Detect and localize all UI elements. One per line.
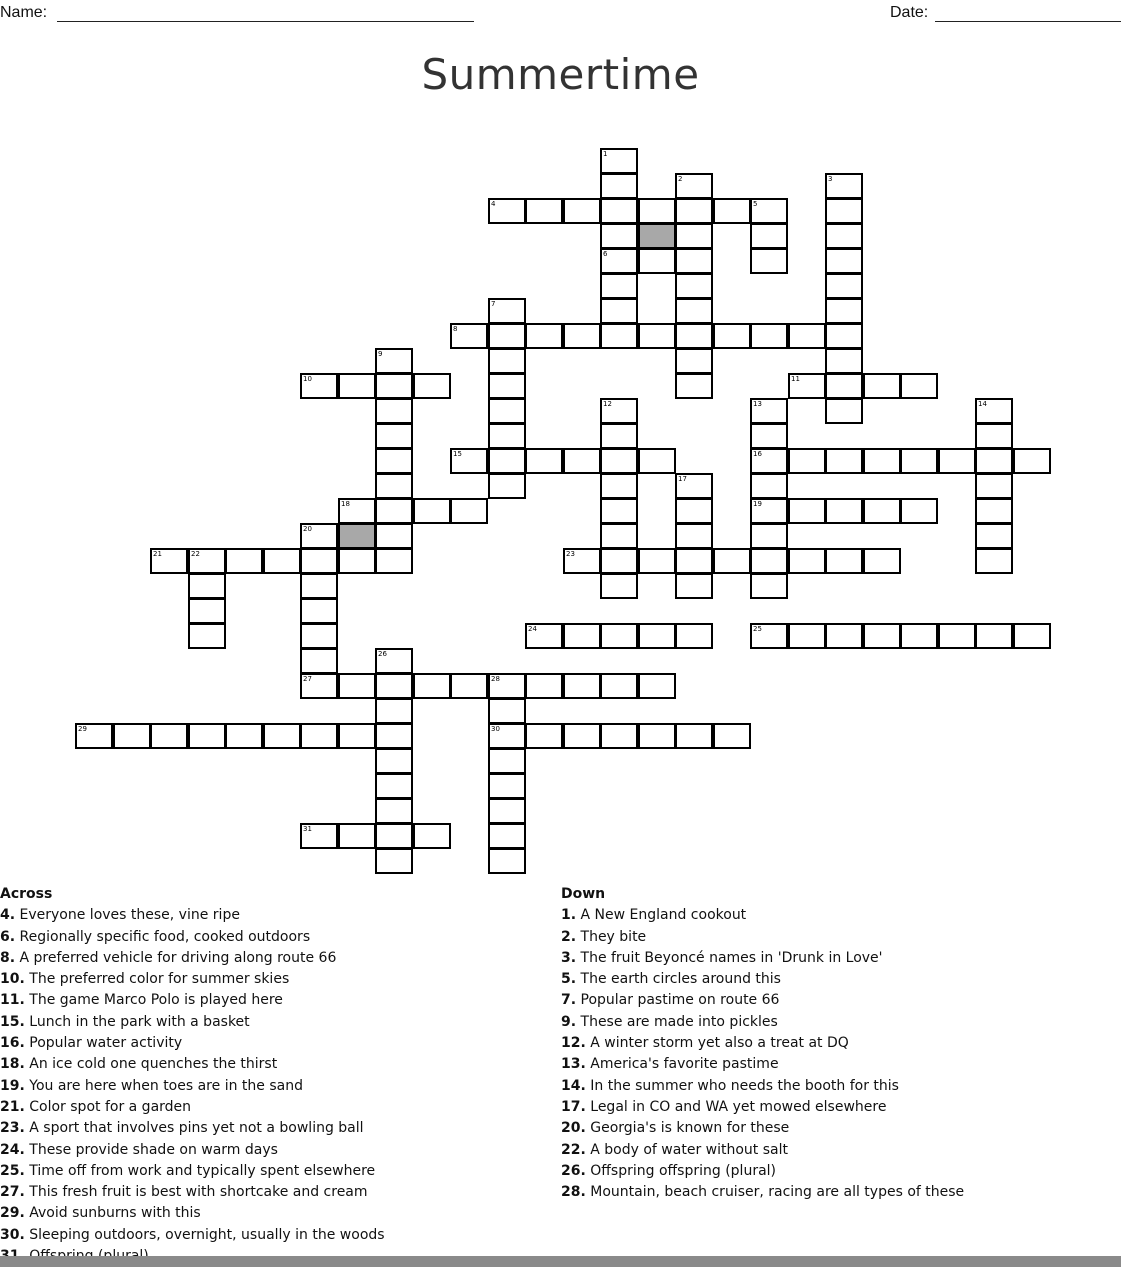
grid-cell[interactable] xyxy=(375,673,413,699)
grid-cell[interactable] xyxy=(300,548,338,574)
grid-cell[interactable] xyxy=(563,448,601,474)
grid-cell[interactable] xyxy=(675,273,713,299)
clue-num: 22. xyxy=(561,1141,586,1158)
grid-cell[interactable] xyxy=(600,573,638,599)
grid-cell[interactable] xyxy=(675,348,713,374)
grid-cell[interactable] xyxy=(225,548,263,574)
across-clue xyxy=(0,1161,550,1182)
down-clue xyxy=(561,1140,1121,1161)
grid-cell[interactable] xyxy=(750,523,788,549)
grid-cell[interactable] xyxy=(825,373,863,399)
grid-cell[interactable] xyxy=(638,673,676,699)
clue-text: A sport that involves pins yet not a bowling ball xyxy=(24,1120,364,1137)
clue-number: 2 xyxy=(678,175,683,183)
grid-cell[interactable] xyxy=(450,498,488,524)
clue-number: 21 xyxy=(153,550,162,558)
bottom-scrollbar[interactable] xyxy=(0,1256,1121,1267)
clue-number: 24 xyxy=(528,625,537,633)
clue-number: 15 xyxy=(453,450,462,458)
clue-number: 3 xyxy=(828,175,833,183)
across-clues xyxy=(0,884,550,1267)
grid-cell[interactable] xyxy=(413,498,451,524)
grid-cell[interactable] xyxy=(713,198,751,224)
clue-text: Time off from work and typically spent elsewhere xyxy=(24,1162,376,1179)
grid-cell[interactable] xyxy=(675,298,713,324)
grid-cell[interactable] xyxy=(675,623,713,649)
grid-cell[interactable] xyxy=(863,548,901,574)
down-clue xyxy=(561,1161,1121,1182)
clue-text: Popular pastime on route 66 xyxy=(576,992,780,1009)
grid-cell[interactable] xyxy=(675,523,713,549)
across-heading: Across xyxy=(0,886,53,902)
grid-cell[interactable] xyxy=(600,523,638,549)
clue-number: 8 xyxy=(453,325,458,333)
grid-cell[interactable] xyxy=(788,623,826,649)
clue-num: 13. xyxy=(561,1056,586,1073)
grid-cell[interactable] xyxy=(825,498,863,524)
clue-text: Mountain, beach cruiser, racing are all types of these xyxy=(585,1184,965,1201)
grid-cell[interactable] xyxy=(338,673,376,699)
grid-cell[interactable] xyxy=(713,548,751,574)
grid-cell[interactable] xyxy=(638,623,676,649)
grid-cell[interactable] xyxy=(600,323,638,349)
grid-cell[interactable] xyxy=(375,798,413,824)
grid-cell[interactable] xyxy=(975,448,1013,474)
grid-cell[interactable] xyxy=(300,573,338,599)
clue-text: Legal in CO and WA yet mowed elsewhere xyxy=(585,1098,887,1115)
across-clue xyxy=(0,1076,550,1097)
across-clue xyxy=(0,1140,550,1161)
grid-cell[interactable] xyxy=(600,548,638,574)
date-label: Date: xyxy=(890,4,929,21)
grid-cell[interactable] xyxy=(375,748,413,774)
grid-cell[interactable] xyxy=(375,773,413,799)
down-clue xyxy=(561,1097,1121,1118)
grid-cell[interactable] xyxy=(188,573,226,599)
across-clue xyxy=(0,990,550,1011)
clue-text: These are made into pickles xyxy=(576,1013,778,1030)
grid-cell[interactable] xyxy=(413,823,451,849)
grid-cell[interactable] xyxy=(188,623,226,649)
grid-cell[interactable] xyxy=(488,773,526,799)
grid-cell[interactable] xyxy=(975,623,1013,649)
grid-cell[interactable] xyxy=(600,723,638,749)
grid-cell[interactable] xyxy=(675,198,713,224)
across-clue xyxy=(0,1118,550,1139)
grid-cell[interactable] xyxy=(488,823,526,849)
grid-cell[interactable] xyxy=(900,498,938,524)
grid-cell[interactable] xyxy=(113,723,151,749)
grid-cell[interactable] xyxy=(600,423,638,449)
down-clue xyxy=(561,927,1121,948)
clue-number: 10 xyxy=(303,375,312,383)
grid-cell[interactable] xyxy=(750,423,788,449)
grid-cell[interactable] xyxy=(863,498,901,524)
clue-number: 6 xyxy=(603,250,608,258)
clue-text: An ice cold one quenches the thirst xyxy=(24,1056,278,1073)
grid-cell[interactable] xyxy=(975,498,1013,524)
shaded-cell xyxy=(638,223,676,249)
grid-cell[interactable] xyxy=(450,673,488,699)
across-clue xyxy=(0,1012,550,1033)
grid-cell[interactable] xyxy=(863,623,901,649)
clue-number: 22 xyxy=(191,550,200,558)
clue-text: The preferred color for summer skies xyxy=(24,971,290,988)
grid-cell[interactable] xyxy=(600,623,638,649)
clue-text: A body of water without salt xyxy=(585,1141,788,1158)
grid-cell[interactable] xyxy=(825,273,863,299)
clue-text: The fruit Beyoncé names in 'Drunk in Love' xyxy=(576,949,883,966)
grid-cell[interactable] xyxy=(750,548,788,574)
grid-cell[interactable] xyxy=(825,548,863,574)
grid-cell[interactable] xyxy=(675,723,713,749)
clue-number: 25 xyxy=(753,625,762,633)
grid-cell[interactable] xyxy=(488,398,526,424)
grid-cell[interactable] xyxy=(863,448,901,474)
grid-cell[interactable] xyxy=(263,723,301,749)
grid-cell[interactable] xyxy=(300,598,338,624)
grid-cell[interactable] xyxy=(488,423,526,449)
grid-cell[interactable] xyxy=(488,348,526,374)
clue-text: This fresh fruit is best with shortcake and cream xyxy=(24,1184,368,1201)
grid-cell[interactable] xyxy=(675,548,713,574)
grid-cell[interactable] xyxy=(975,523,1013,549)
clue-num: 16. xyxy=(0,1035,25,1052)
clue-text: Avoid sunburns with this xyxy=(24,1205,201,1222)
grid-cell[interactable] xyxy=(638,198,676,224)
grid-cell[interactable] xyxy=(188,598,226,624)
clue-text: Lunch in the park with a basket xyxy=(24,1013,250,1030)
down-clue xyxy=(561,905,1121,926)
clue-num: 19. xyxy=(0,1077,25,1094)
grid-cell[interactable] xyxy=(600,273,638,299)
grid-cell[interactable] xyxy=(375,373,413,399)
clue-text: These provide shade on warm days xyxy=(24,1141,278,1158)
across-clue xyxy=(0,1203,550,1224)
grid-cell[interactable] xyxy=(413,673,451,699)
grid-cell[interactable] xyxy=(825,398,863,424)
clue-text: In the summer who needs the booth for this xyxy=(585,1077,899,1094)
clue-num: 3. xyxy=(561,949,577,966)
grid-cell[interactable] xyxy=(600,173,638,199)
page-title: Summertime xyxy=(421,50,700,99)
clue-number: 14 xyxy=(978,400,987,408)
clue-number: 26 xyxy=(378,650,387,658)
grid-cell[interactable] xyxy=(600,298,638,324)
clue-num: 1. xyxy=(561,907,577,924)
grid-cell[interactable] xyxy=(863,373,901,399)
clue-num: 30. xyxy=(0,1226,25,1243)
clue-number: 7 xyxy=(491,300,496,308)
grid-cell[interactable] xyxy=(375,848,413,874)
clue-number: 30 xyxy=(491,725,500,733)
grid-cell[interactable] xyxy=(788,548,826,574)
shaded-cell xyxy=(338,523,376,549)
grid-cell[interactable] xyxy=(788,448,826,474)
grid-cell[interactable] xyxy=(488,323,526,349)
down-clue xyxy=(561,1118,1121,1139)
grid-cell[interactable] xyxy=(750,573,788,599)
grid-cell[interactable] xyxy=(488,848,526,874)
grid-cell[interactable] xyxy=(825,298,863,324)
across-clue xyxy=(0,1054,550,1075)
grid-cell[interactable] xyxy=(413,373,451,399)
clue-num: 2. xyxy=(561,928,577,945)
grid-cell[interactable] xyxy=(563,323,601,349)
grid-cell[interactable] xyxy=(525,448,563,474)
grid-cell[interactable] xyxy=(1013,448,1051,474)
across-clue xyxy=(0,1182,550,1203)
grid-cell[interactable] xyxy=(825,623,863,649)
grid-cell[interactable] xyxy=(525,198,563,224)
grid-cell[interactable] xyxy=(675,323,713,349)
grid-cell[interactable] xyxy=(375,398,413,424)
clue-number: 1 xyxy=(603,150,608,158)
clue-num: 17. xyxy=(561,1098,586,1115)
clue-number: 18 xyxy=(341,500,350,508)
down-clue xyxy=(561,990,1121,1011)
grid-cell[interactable] xyxy=(975,423,1013,449)
grid-cell[interactable] xyxy=(825,323,863,349)
grid-cell[interactable] xyxy=(600,473,638,499)
grid-cell[interactable] xyxy=(563,723,601,749)
clue-number: 29 xyxy=(78,725,87,733)
clue-num: 4. xyxy=(0,907,16,924)
grid-cell[interactable] xyxy=(825,448,863,474)
grid-cell[interactable] xyxy=(488,473,526,499)
grid-cell[interactable] xyxy=(263,548,301,574)
clue-number: 23 xyxy=(566,550,575,558)
clue-number: 27 xyxy=(303,675,312,683)
down-clue-list xyxy=(561,905,1121,1203)
grid-cell[interactable] xyxy=(788,323,826,349)
grid-cell[interactable] xyxy=(825,223,863,249)
grid-cell[interactable] xyxy=(975,473,1013,499)
clue-text: A New England cookout xyxy=(576,907,747,924)
clue-num: 18. xyxy=(0,1056,25,1073)
clue-num: 24. xyxy=(0,1141,25,1158)
clue-number: 5 xyxy=(753,200,758,208)
clue-text: Popular water activity xyxy=(24,1035,183,1052)
grid-cell[interactable] xyxy=(638,548,676,574)
grid-cell[interactable] xyxy=(525,673,563,699)
down-clue xyxy=(561,948,1121,969)
grid-cell[interactable] xyxy=(225,723,263,749)
grid-cell[interactable] xyxy=(600,223,638,249)
grid-cell[interactable] xyxy=(788,498,826,524)
across-clue xyxy=(0,1225,550,1246)
grid-cell[interactable] xyxy=(750,323,788,349)
clue-text: Regionally specific food, cooked outdoors xyxy=(15,928,311,945)
clue-number: 11 xyxy=(791,375,800,383)
grid-cell[interactable] xyxy=(900,448,938,474)
grid-cell[interactable] xyxy=(375,723,413,749)
grid-cell[interactable] xyxy=(563,623,601,649)
grid-cell[interactable] xyxy=(938,448,976,474)
clue-num: 20. xyxy=(561,1120,586,1137)
grid-cell[interactable] xyxy=(750,248,788,274)
across-clue xyxy=(0,1097,550,1118)
clue-num: 26. xyxy=(561,1162,586,1179)
grid-cell[interactable] xyxy=(338,823,376,849)
grid-cell[interactable] xyxy=(600,198,638,224)
down-heading: Down xyxy=(561,886,606,902)
clue-number: 12 xyxy=(603,400,612,408)
grid-cell[interactable] xyxy=(825,348,863,374)
clue-text: Color spot for a garden xyxy=(24,1098,192,1115)
grid-cell[interactable] xyxy=(675,573,713,599)
clue-number: 4 xyxy=(491,200,496,208)
grid-cell[interactable] xyxy=(825,198,863,224)
grid-cell[interactable] xyxy=(375,448,413,474)
grid-cell[interactable] xyxy=(638,448,676,474)
clue-number: 28 xyxy=(491,675,500,683)
clue-text: Everyone loves these, vine ripe xyxy=(15,907,240,924)
clue-text: Sleeping outdoors, overnight, usually in the woods xyxy=(24,1226,385,1243)
across-clue xyxy=(0,905,550,926)
clue-number: 17 xyxy=(678,475,687,483)
clue-number: 19 xyxy=(753,500,762,508)
clue-num: 9. xyxy=(561,1013,577,1030)
clue-number: 9 xyxy=(378,350,383,358)
grid-cell[interactable] xyxy=(375,523,413,549)
grid-cell[interactable] xyxy=(488,448,526,474)
clue-num: 21. xyxy=(0,1098,25,1115)
clue-num: 28. xyxy=(561,1184,586,1201)
down-clue xyxy=(561,1182,1121,1203)
grid-cell[interactable] xyxy=(825,248,863,274)
down-clue xyxy=(561,969,1121,990)
grid-cell[interactable] xyxy=(525,723,563,749)
grid-cell[interactable] xyxy=(338,548,376,574)
grid-cell[interactable] xyxy=(675,498,713,524)
grid-cell[interactable] xyxy=(338,723,376,749)
grid-cell[interactable] xyxy=(300,648,338,674)
grid-cell[interactable] xyxy=(488,748,526,774)
clue-num: 5. xyxy=(561,971,577,988)
clue-num: 14. xyxy=(561,1077,586,1094)
clue-number: 31 xyxy=(303,825,312,833)
down-clues xyxy=(561,884,1121,1203)
clue-text: America's favorite pastime xyxy=(585,1056,779,1073)
name-label: Name: xyxy=(0,4,48,21)
grid-cell[interactable] xyxy=(375,698,413,724)
grid-cell[interactable] xyxy=(525,323,563,349)
grid-cell[interactable] xyxy=(975,548,1013,574)
clue-text: Georgia's is known for these xyxy=(585,1120,790,1137)
clue-text: A winter storm yet also a treat at DQ xyxy=(585,1035,849,1052)
grid-cell[interactable] xyxy=(375,498,413,524)
grid-cell[interactable] xyxy=(675,223,713,249)
clue-text: They bite xyxy=(576,928,647,945)
clue-text: Offspring offspring (plural) xyxy=(585,1162,777,1179)
clue-num: 12. xyxy=(561,1035,586,1052)
grid-cell[interactable] xyxy=(600,448,638,474)
grid-cell[interactable] xyxy=(713,323,751,349)
grid-cell[interactable] xyxy=(488,373,526,399)
grid-cell[interactable] xyxy=(375,423,413,449)
grid-cell[interactable] xyxy=(563,673,601,699)
down-clue xyxy=(561,1076,1121,1097)
down-clue xyxy=(561,1012,1121,1033)
grid-cell[interactable] xyxy=(188,723,226,749)
grid-cell[interactable] xyxy=(1013,623,1051,649)
clue-num: 10. xyxy=(0,971,25,988)
grid-cell[interactable] xyxy=(750,223,788,249)
across-clue xyxy=(0,948,550,969)
grid-cell[interactable] xyxy=(713,723,751,749)
grid-cell[interactable] xyxy=(638,248,676,274)
down-clue xyxy=(561,1054,1121,1075)
clue-num: 25. xyxy=(0,1162,25,1179)
grid-cell[interactable] xyxy=(900,373,938,399)
clue-num: 7. xyxy=(561,992,577,1009)
clue-number: 16 xyxy=(753,450,762,458)
grid-cell[interactable] xyxy=(300,723,338,749)
across-clue-list xyxy=(0,905,550,1267)
grid-cell[interactable] xyxy=(675,248,713,274)
clue-num: 15. xyxy=(0,1013,25,1030)
grid-cell[interactable] xyxy=(375,473,413,499)
down-clue xyxy=(561,1033,1121,1054)
grid-cell[interactable] xyxy=(750,473,788,499)
clue-number: 20 xyxy=(303,525,312,533)
grid-cell[interactable] xyxy=(900,623,938,649)
clue-num: 27. xyxy=(0,1184,25,1201)
clue-num: 23. xyxy=(0,1120,25,1137)
clue-num: 11. xyxy=(0,992,25,1009)
across-clue xyxy=(0,1033,550,1054)
grid-cell[interactable] xyxy=(300,623,338,649)
clue-num: 8. xyxy=(0,949,16,966)
clue-text: A preferred vehicle for driving along route 66 xyxy=(15,949,337,966)
clue-text: You are here when toes are in the sand xyxy=(24,1077,303,1094)
grid-cell[interactable] xyxy=(375,823,413,849)
grid-cell[interactable] xyxy=(638,723,676,749)
clue-number: 13 xyxy=(753,400,762,408)
across-clue xyxy=(0,927,550,948)
grid-cell[interactable] xyxy=(638,323,676,349)
grid-cell[interactable] xyxy=(600,673,638,699)
grid-cell[interactable] xyxy=(675,373,713,399)
grid-cell[interactable] xyxy=(488,698,526,724)
grid-cell[interactable] xyxy=(488,798,526,824)
across-clue xyxy=(0,969,550,990)
clue-num: 6. xyxy=(0,928,16,945)
grid-cell[interactable] xyxy=(375,548,413,574)
grid-cell[interactable] xyxy=(563,198,601,224)
clue-text: The earth circles around this xyxy=(576,971,781,988)
grid-cell[interactable] xyxy=(150,723,188,749)
clue-num: 29. xyxy=(0,1205,25,1222)
clue-text: The game Marco Polo is played here xyxy=(24,992,283,1009)
grid-cell[interactable] xyxy=(338,373,376,399)
grid-cell[interactable] xyxy=(938,623,976,649)
grid-cell[interactable] xyxy=(600,498,638,524)
